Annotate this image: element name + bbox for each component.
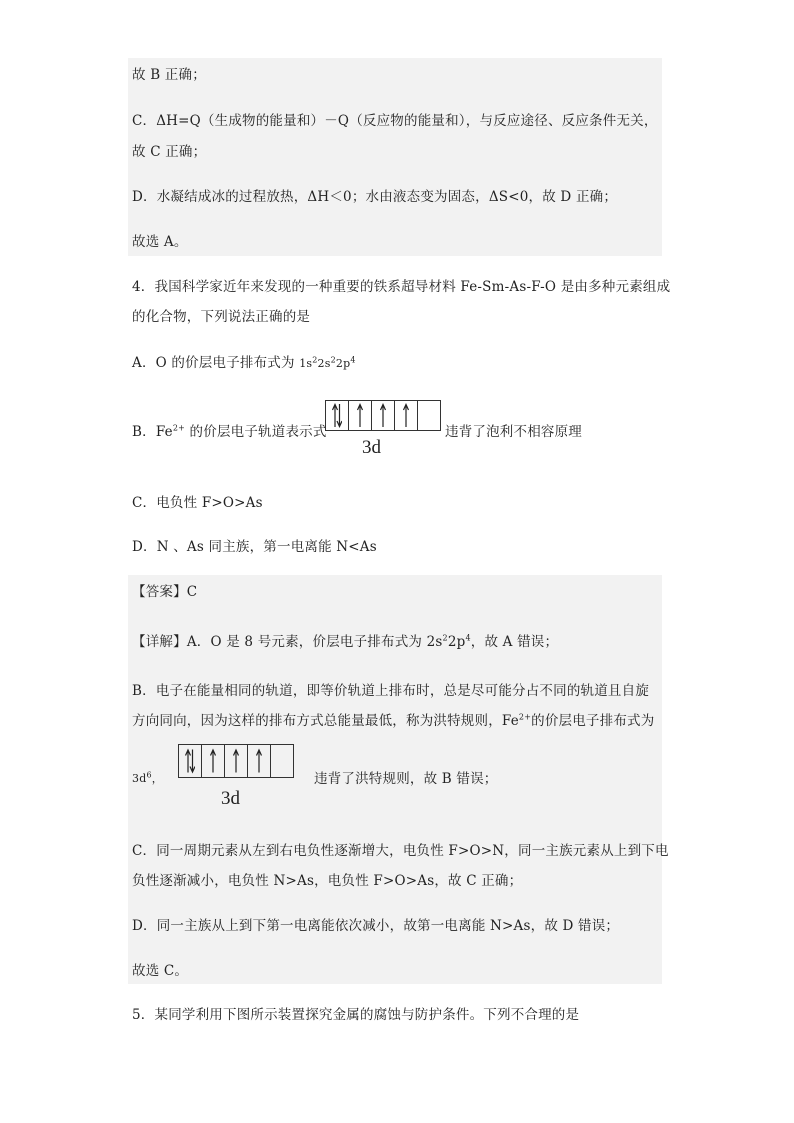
up-arrow-icon bbox=[231, 747, 241, 775]
option-b-conclusion: 违背了泡利不相容原理 bbox=[445, 424, 582, 440]
option-a-text: A．O 的价层电子排布式为 bbox=[132, 355, 300, 371]
q4-detail-a: 【详解】A．O 是 8 号元素，价层电子排布式为 $2s^22p^4$，故 A 错误； bbox=[132, 633, 559, 650]
q3-conclusion: 故选 A。 bbox=[132, 234, 188, 250]
q5-stem: 5．某同学利用下图所示装置探究金属的腐蚀与防护条件。下列不合理的是 bbox=[132, 1007, 580, 1023]
up-down-arrows-icon bbox=[332, 403, 342, 428]
up-arrow-icon bbox=[401, 403, 411, 428]
q4-detail-b-line-2: 方向同向，因为这样的排布方式总能量最低，称为洪特规则，$Fe^{2+}$的价层电子排布式为 bbox=[132, 712, 655, 729]
option-a-formula: $1s^22s^22p^4$ bbox=[299, 355, 356, 370]
q3-b-line: 故 B 正确； bbox=[132, 67, 206, 83]
q4-option-c: C．电负性 F>O>As bbox=[132, 495, 263, 511]
q3-c-line-2: 故 C 正确； bbox=[132, 144, 207, 160]
detail-label: 【详解】 bbox=[132, 634, 187, 650]
up-arrow-icon bbox=[208, 747, 218, 775]
orbital-box bbox=[248, 745, 271, 777]
q4-option-a bbox=[132, 354, 356, 373]
orbital-box bbox=[395, 401, 418, 430]
q4-detail-d: D．同一主族从上到下第一电离能依次减小，故第一电离能 N>As，故 D 错误； bbox=[132, 918, 620, 934]
q4-conclusion: 故选 C。 bbox=[132, 963, 189, 979]
q4-detail-b-line-1: B．电子在能量相同的轨道，即等价轨道上排布时，总是尽可能分占不同的轨道且自旋 bbox=[132, 683, 650, 699]
up-down-arrows-icon bbox=[185, 747, 195, 775]
option-b-orbital-diagram bbox=[325, 400, 441, 431]
detail-b-orbital-label: 3d bbox=[221, 788, 240, 809]
up-arrow-icon bbox=[355, 403, 365, 428]
q3-d-line: D．水凝结成冰的过程放热，ΔH＜0；水由液态变为固态，ΔS<0，故 D 正确； bbox=[132, 189, 618, 205]
q4-option-d: D．N 、As 同主族，第一电离能 N<As bbox=[132, 539, 377, 555]
orbital-box-empty bbox=[271, 745, 293, 777]
orbital-box bbox=[349, 401, 372, 430]
q3-explanation-background bbox=[128, 58, 662, 256]
orbital-box bbox=[202, 745, 225, 777]
q3-c-line-1: C．ΔH=Q（生成物的能量和）－Q（反应物的能量和），与反应途径、反应条件无关， bbox=[132, 113, 658, 129]
q4-answer: 【答案】C bbox=[132, 584, 198, 600]
orbital-box-empty bbox=[418, 401, 440, 430]
option-b-orbital-label: 3d bbox=[362, 437, 381, 458]
orbital-box bbox=[179, 745, 202, 777]
orbital-box bbox=[225, 745, 248, 777]
q4-option-b: B．$Fe^{2+}$ 的价层电子轨道表示式 bbox=[132, 423, 327, 440]
up-arrow-icon bbox=[254, 747, 264, 775]
orbital-box bbox=[326, 401, 349, 430]
q4-stem-line-2: 的化合物，下列说法正确的是 bbox=[132, 309, 311, 325]
q4-stem-line-1: 4．我国科学家近年来发现的一种重要的铁系超导材料 Fe-Sm-As-F-O 是由多种元素组成 bbox=[132, 279, 671, 295]
q4-detail-c-line-1: C．同一周期元素从左到右电负性逐渐增大，电负性 F>O>N，同一主族元素从上到下电 bbox=[132, 843, 669, 859]
q4-detail-b-config: $3d^6$， bbox=[132, 770, 163, 785]
up-arrow-icon bbox=[378, 403, 388, 428]
q4-detail-c-line-2: 负性逐渐减小，电负性 N>As，电负性 F>O>As，故 C 正确； bbox=[132, 873, 523, 889]
detail-b-conclusion: 违背了洪特规则，故 B 错误； bbox=[314, 771, 498, 787]
detail-b-orbital-diagram bbox=[178, 744, 294, 778]
orbital-box bbox=[372, 401, 395, 430]
